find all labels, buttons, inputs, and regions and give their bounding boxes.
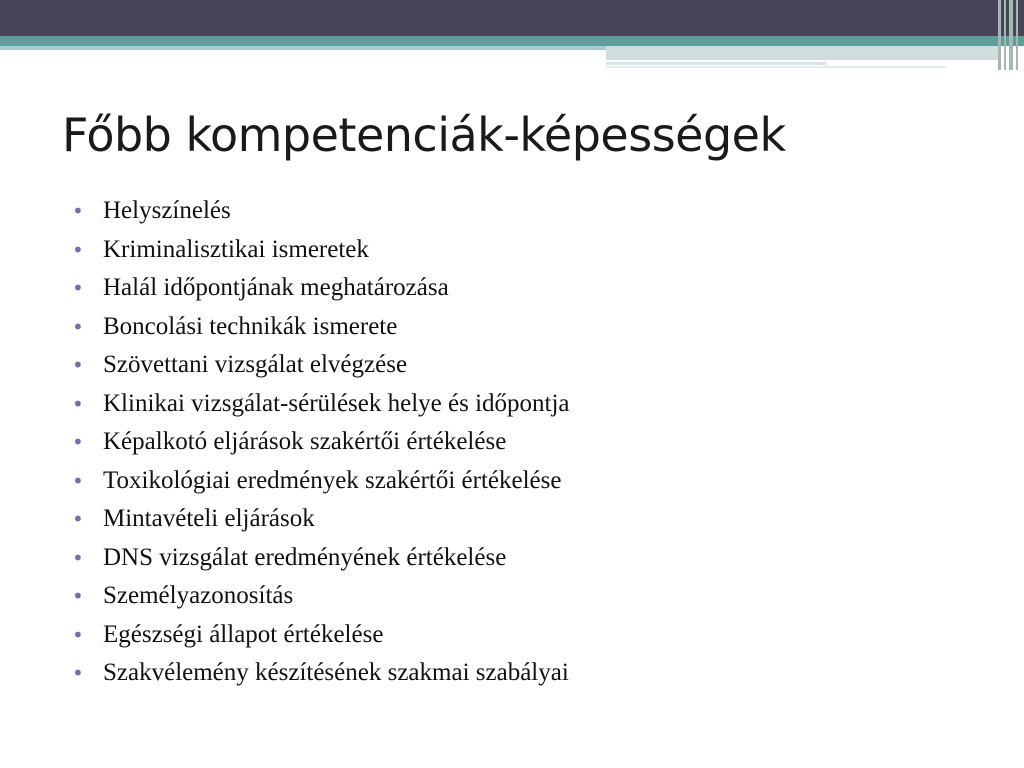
bullet-dot-icon: • (72, 237, 84, 262)
bullet-dot-icon: • (72, 661, 84, 685)
bullet-dot-icon: • (72, 468, 84, 493)
bullet-dot-icon: • (72, 391, 84, 416)
bullet-text: Mintavételi eljárások (103, 505, 315, 532)
teal-stripe (0, 36, 1024, 46)
bullet-text: Szövettani vizsgálat elvégzése (103, 351, 408, 378)
accent-bar (606, 46, 1000, 60)
bullet-text: Kriminalisztikai ismeretek (103, 235, 369, 263)
bullet-dot-icon: • (72, 584, 84, 608)
bullet-dot-icon: • (72, 430, 84, 454)
bullet-item (72, 428, 570, 467)
bullet-dot-icon: • (72, 276, 84, 300)
bullet-text: Helyszínelés (103, 197, 231, 224)
bullet-item (72, 197, 570, 236)
bullet-dot-icon: • (72, 199, 84, 223)
bullet-text: DNS vizsgálat eredményének értékelése (103, 543, 507, 571)
corner-decoration (994, 0, 1024, 70)
bullet-item (72, 467, 570, 506)
bullet-text: Klinikai vizsgálat-sérülések helye és időpontja (103, 389, 570, 417)
bullet-item (72, 544, 570, 583)
header-bar (0, 0, 1024, 36)
bullet-text: Boncolási technikák ismerete (103, 312, 398, 340)
bullet-list (72, 197, 570, 698)
bullet-dot-icon: • (72, 314, 84, 339)
bullet-item (72, 274, 570, 313)
bullet-text: Egészségi állapot értékelése (103, 620, 384, 648)
bullet-item (72, 236, 570, 275)
bullet-dot-icon: • (72, 507, 84, 531)
accent-line (606, 66, 946, 68)
bullet-item (72, 313, 570, 352)
bullet-text: Képalkotó eljárások szakértői értékelése (103, 428, 507, 455)
bullet-item (72, 659, 570, 698)
bullet-text: Halál időpontjának meghatározása (103, 274, 449, 301)
teal-stripe-light (0, 46, 606, 50)
bullet-dot-icon: • (72, 353, 84, 377)
bullet-text: Toxikológiai eredmények szakértői értékelése (103, 466, 562, 494)
bullet-text: Szakvélemény készítésének szakmai szabályai (103, 659, 569, 686)
accent-line (606, 62, 826, 65)
bullet-item (72, 621, 570, 660)
bullet-text: Személyazonosítás (103, 582, 294, 609)
bullet-item (72, 505, 570, 544)
bullet-item (72, 390, 570, 429)
bullet-item (72, 582, 570, 621)
bullet-dot-icon: • (72, 545, 84, 570)
slide-title: Főbb kompetenciák-képességek (62, 108, 786, 162)
bullet-item (72, 351, 570, 390)
bullet-dot-icon: • (72, 622, 84, 647)
